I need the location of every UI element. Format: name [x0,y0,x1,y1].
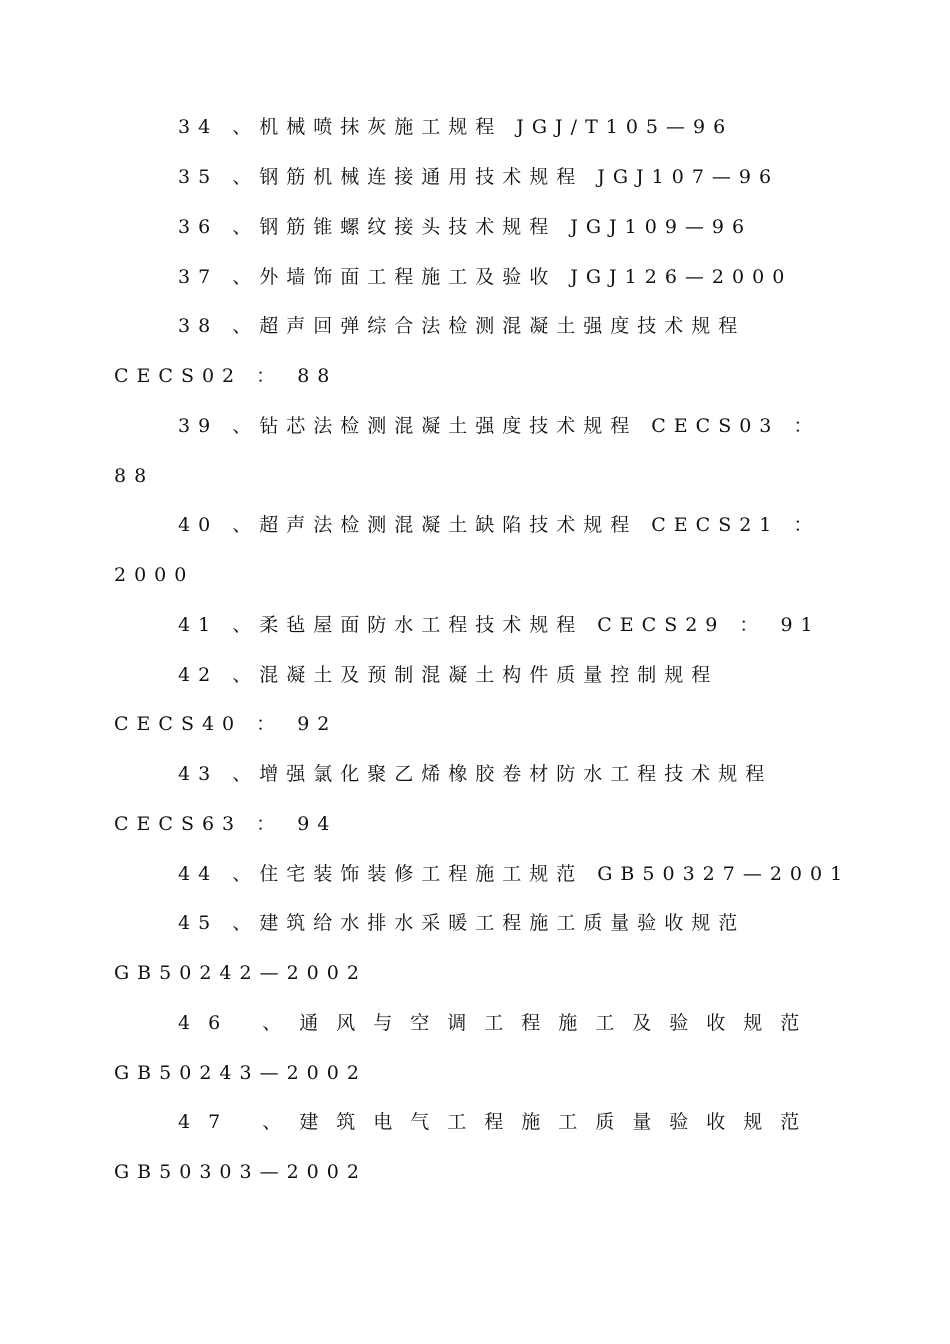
standard-37-text: 37 、外墙饰面工程施工及验收 JGJ126—2000 [178,266,793,288]
standard-41-text: 41 、柔毡屋面防水工程技术规程 CECS29 ： 91 [178,614,821,636]
standard-45-line [0,898,950,948]
standard-41-line [0,600,950,650]
standard-47-code-line [0,1147,950,1197]
standard-42-code-line [0,699,950,749]
standard-47-line [0,1097,950,1147]
standard-39-code-line [0,451,950,501]
standard-40-code-line [0,550,950,600]
standard-34-line [0,102,950,152]
standard-36-text: 36 、钢筋锥螺纹接头技术规程 JGJ109—96 [178,216,753,238]
standard-47-text: 47 、建筑电气工程施工质量验收规范 [178,1111,818,1133]
standard-43-text: 43 、增强氯化聚乙烯橡胶卷材防水工程技术规程 [178,763,773,785]
standard-42-line [0,650,950,700]
standard-34-text: 34 、机械喷抹灰施工规程 JGJ/T105—96 [178,116,734,138]
standard-38-line [0,301,950,351]
standard-39-code: 88 [114,465,155,487]
standard-36-line [0,202,950,252]
standard-47-code: GB50303—2002 [114,1161,367,1183]
standard-44-line [0,849,950,899]
standard-38-code-line [0,351,950,401]
standard-43-code-line [0,799,950,849]
standard-38-code: CECS02 ： 88 [114,365,338,387]
standard-45-code-line [0,948,950,998]
standard-44-text: 44 、住宅装饰装修工程施工规范 GB50327—2001 [178,863,851,885]
standard-42-text: 42 、混凝土及预制混凝土构件质量控制规程 [178,664,719,686]
standard-35-line [0,152,950,202]
standard-39-text: 39 、钻芯法检测混凝土强度技术规程 CECS03 ： [178,415,821,437]
standard-37-line [0,252,950,302]
standard-42-code: CECS40 ： 92 [114,713,338,735]
standard-46-line [0,998,950,1048]
standard-39-line [0,401,950,451]
standard-43-code: CECS63 ： 94 [114,813,338,835]
standard-43-line [0,749,950,799]
standard-40-code: 2000 [114,564,195,586]
standard-40-line [0,500,950,550]
standard-45-code: GB50242—2002 [114,962,367,984]
standard-45-text: 45 、建筑给水排水采暖工程施工质量验收规范 [178,912,746,934]
standard-46-code: GB50243—2002 [114,1062,367,1084]
standard-38-text: 38 、超声回弹综合法检测混凝土强度技术规程 [178,315,746,337]
standard-46-code-line [0,1048,950,1098]
standard-40-text: 40 、超声法检测混凝土缺陷技术规程 CECS21 ： [178,514,821,536]
standard-46-text: 46 、通风与空调工程施工及验收规范 [178,1012,818,1034]
standard-35-text: 35 、钢筋机械连接通用技术规程 JGJ107—96 [178,166,780,188]
